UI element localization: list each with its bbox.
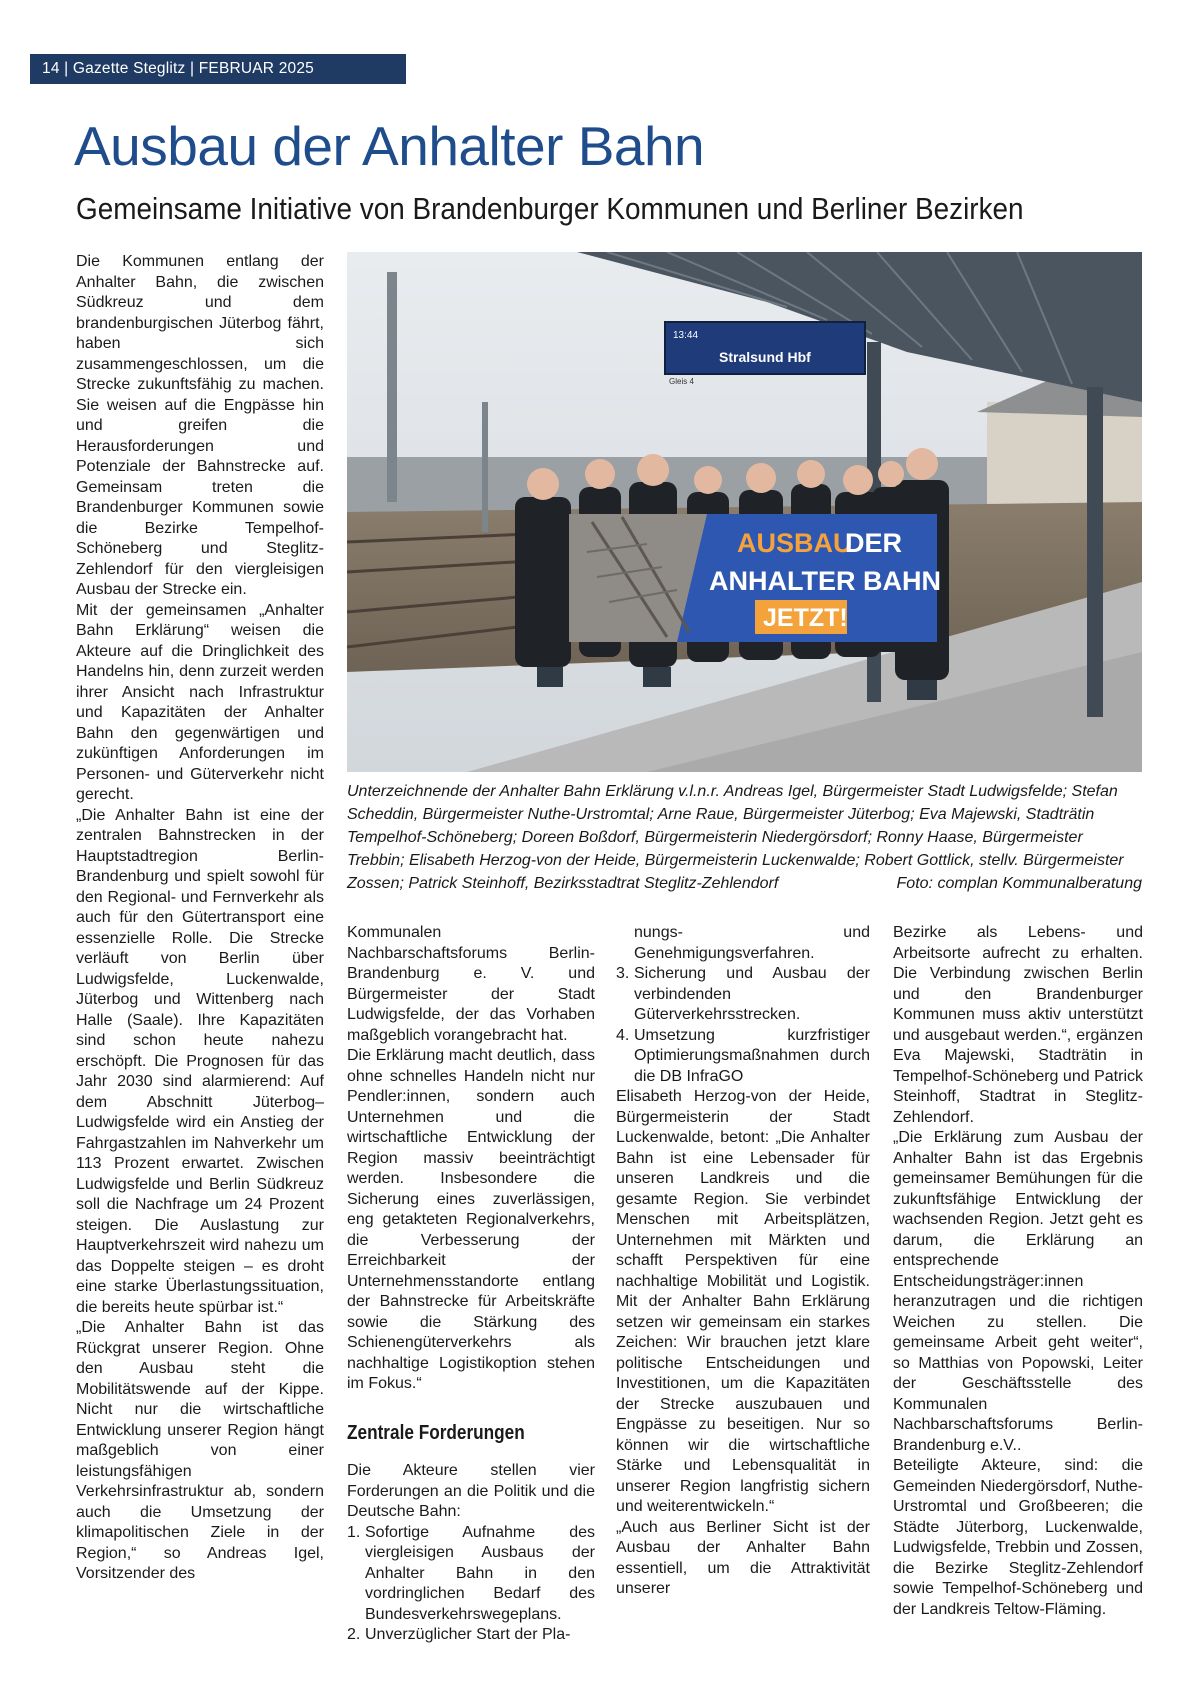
banner-line-3: JETZT! [763,604,848,632]
display-track: Gleis 4 [669,377,694,386]
header-text: 14 | Gazette Steglitz | FEBRUAR 2025 [42,60,314,77]
banner-line-2: ANHALTER BAHN [709,566,941,596]
article-subtitle: Gemeinsame Initiative von Brandenburger Kommunen und Berliner Bezirken [76,191,1024,226]
paragraph: „Die Anhalter Bahn ist das Rückgrat unserer Region. Ohne den Ausbau steht die Mobilitätswende auf der Kippe. Nicht nur die wirtschaftliche Entwicklung unserer Region hängt maßgeblich von einer leistungsfähigen Verkehrsinfrastruktur ab, sondern auch die Umsetzung der klimapolitischen Ziele in der Region,“ so Andreas Igel, Vorsitzender des [76,1319,324,1582]
list-text: Sofortige Aufnahme des viergleisigen Ausbaus der Anhalter Bahn in den vordringlichen Bedarf des Bundesverkehrswegeplans. [365,1523,595,1623]
paragraph: „Die Erklärung zum Ausbau der Anhalter Bahn ist das Ergebnis gemeinsamer Bemühungen für die zukunftsfähige Entwicklung der wachsenden Region. Jetzt geht es darum, die Erklärung an entsprechende Entscheidungsträger:innen heranzutragen und die richtigen Weichen zu stellen. Die gemeinsame Arbeit geht weiter“, so Matthias von Popowski, Leiter der Geschäftsstelle des Kommunalen Nachbarschaftsforums Berlin-Brandenburg e.V.. [893,1129,1143,1454]
list-number: 4. [616,1026,630,1044]
list-number: 1. [347,1523,361,1541]
list-item [616,1026,870,1088]
page-header [30,54,406,84]
display-destination: Stralsund Hbf [719,349,811,365]
article-photo [347,252,1142,772]
text-column-1 [76,252,324,1585]
list-text: nungs- und Genehmigungsverfahren. [634,924,870,962]
text-column-4 [893,923,1143,1620]
list-item [616,923,870,964]
paragraph: Die Akteure stellen vier Forderungen an die Politik und die Deutsche Bahn: [347,1462,595,1520]
caption-text: Unterzeichnende der Anhalter Bahn Erklärung v.l.n.r. Andreas Igel, Bürgermeister Stadt Ludwigsfelde; Stefan Scheddin, Bürgermeister Nuthe-Urstromtal; Arne Raue, Bürgermeister Jüterbog; Eva Majewski, Stadträtin Tempelhof-Schöneberg; Doreen Boßdorf, Bürgermeisterin Niedergörsdorf; Ronny Haase, Bürgermeister Trebbin; Elisabeth Herzog-von der Heide, Bürgermeisterin Luckenwalde; Robert Gottlick, stellv. Bürgermeister Zossen; Patrick Steinhoff, Bezirksstadtrat Steglitz-Zehlendorf [347,783,1124,892]
photo-caption [347,780,1142,895]
list-number: 2. [347,1626,361,1643]
paragraph: Kommunalen Nachbarschaftsforums Berlin-Brandenburg e. V. und Bürgermeister der Stadt Ludwigsfelde, der das Vorhaben maßgeblich vorangebracht hat. [347,924,595,1044]
photo-credit: Foto: complan Kommunalberatung [896,875,1142,892]
display-time: 13:44 [673,330,699,341]
paragraph: Bezirke als Lebens- und Arbeitsorte aufrecht zu erhalten. Die Verbindung zwischen Berlin und den Brandenburger Kommunen muss aktiv unterstützt und ausgebaut werden.“, ergänzen Eva Majewski, Stadträtin in Tempelhof-Schöneberg und Patrick Steinhoff, Stadtrat in Steglitz-Zehlendorf. [893,924,1143,1126]
list-item [347,1523,595,1626]
text-column-3 [616,923,870,1600]
list-text: Unverzüglicher Start der Pla- [365,1626,571,1643]
paragraph: „Auch aus Berliner Sicht ist der Ausbau der Anhalter Bahn essentiell, um die Attraktivität unserer [616,1518,870,1597]
list-number: 3. [616,965,630,982]
paragraph: Die Kommunen entlang der Anhalter Bahn, die zwischen Südkreuz und dem brandenburgischen Jüterbog fährt, haben sich zusammengeschlossen, um die Strecke zukunftsfähig zu machen. Sie weisen auf die Engpässe hin und greifen die Herausforderungen und Potenziale der Bahnstrecke auf. Gemeinsam treten die Brandenburger Kommunen sowie die Bezirke Tempelhof-Schöneberg und Steglitz-Zehlendorf für den viergleisigen Ausbau der Strecke ein. [76,253,324,598]
banner-word-ausbau: AUSBAU [737,528,853,558]
list-text: Sicherung und Ausbau der verbindenden Güterverkehrsstrecken. [634,965,870,1023]
article-title: Ausbau der Anhalter Bahn [74,115,705,177]
demands-list-continued [616,923,870,1087]
paragraph: Elisabeth Herzog-von der Heide, Bürgermeisterin der Stadt Luckenwalde, betont: „Die Anhalter Bahn ist eine Lebensader für unseren Landkreis und die gesamte Region. Sie verbindet Menschen mit Arbeitsplätzen, Unternehmen mit Märkten und schafft Perspektiven für eine nachhaltige Mobilität und Logistik. Mit der Anhalter Bahn Erklärung setzen wir gemeinsam ein starkes Zeichen: Wir brauchen jetzt klare politische Entscheidungen und Investitionen, um die Kapazitäten der Strecke auszubauen und Engpässe zu beseitigen. Nur so können wir die wirtschaftliche Stärke und Lebensqualität in unserer Region langfristig sichern und weiterentwickeln.“ [616,1088,870,1515]
list-item [616,964,870,1026]
demands-list [347,1523,595,1646]
text-column-2 [347,923,595,1646]
paragraph: Mit der gemeinsamen „Anhalter Bahn Erklärung“ weisen die Akteure auf die Dringlichkeit des Handelns hin, denn zurzeit werden ihrer Ansicht nach Infrastruktur und Kapazitäten der Anhalter Bahn den gegenwärtigen und zukünftigen Anforderungen im Personen- und Güterverkehr nicht gerecht. [76,601,324,803]
paragraph: Die Erklärung macht deutlich, dass ohne schnelles Handeln nicht nur Pendler:innen, sondern auch Unternehmen und die wirtschaftliche Entwicklung der Region massiv beeinträchtigt werden. Insbesondere die Sicherung eines zuverlässigen, eng getakteten Regionalverkehrs, die Verbesserung der Erreichbarkeit der Unternehmensstandorte entlang der Bahnstrecke für Arbeitskräfte sowie die Stärkung des Schienengüterverkehrs als nachhaltige Logistikoption stehen im Fokus.“ [347,1047,595,1392]
list-item [347,1625,595,1646]
section-heading: Zentrale Forderungen [347,1421,525,1444]
list-text: Umsetzung kurzfristiger Optimierungsmaßnahmen durch die DB InfraGO [634,1026,870,1085]
paragraph: Beteiligte Akteure, sind: die Gemeinden Niedergörsdorf, Nuthe-Urstromtal und Großbeeren; die Städte Jüterborg, Luckenwalde, Ludwigsfelde, Trebbin und Zossen, die Bezirke Steglitz-Zehlendorf sowie Tempelhof-Schöneberg und der Landkreis Teltow-Fläming. [893,1457,1143,1618]
banner-word-der: DER [845,528,903,558]
paragraph: „Die Anhalter Bahn ist eine der zentralen Bahnstrecken in der Hauptstadtregion Berlin-Brandenburg und spielt sowohl für den Regional- und Fernverkehr als auch für den Gütertransport eine essenzielle Rolle. Die Strecke verläuft von Berlin über Ludwigsfelde, Luckenwalde, Jüterbog und Wittenberg nach Halle (Saale). Ihre Kapazitäten sind schon heute nahezu erschöpft. Die Prognosen für das Jahr 2030 sind alarmierend: Auf dem Abschnitt Jüterbog–Ludwigsfelde wird ein Anstieg der Fahrgastzahlen im Nahverkehr um 113 Prozent erwartet. Zwischen Ludwigsfelde und Berlin Südkreuz soll die Nachfrage um 24 Prozent steigen. Die Auslastung zur Hauptverkehrszeit wird nahezu um das Doppelte steigen – es droht eine starke Überlastungssituation, die bereits heute spürbar ist.“ [76,806,324,1316]
photo-illustration [347,252,1142,772]
